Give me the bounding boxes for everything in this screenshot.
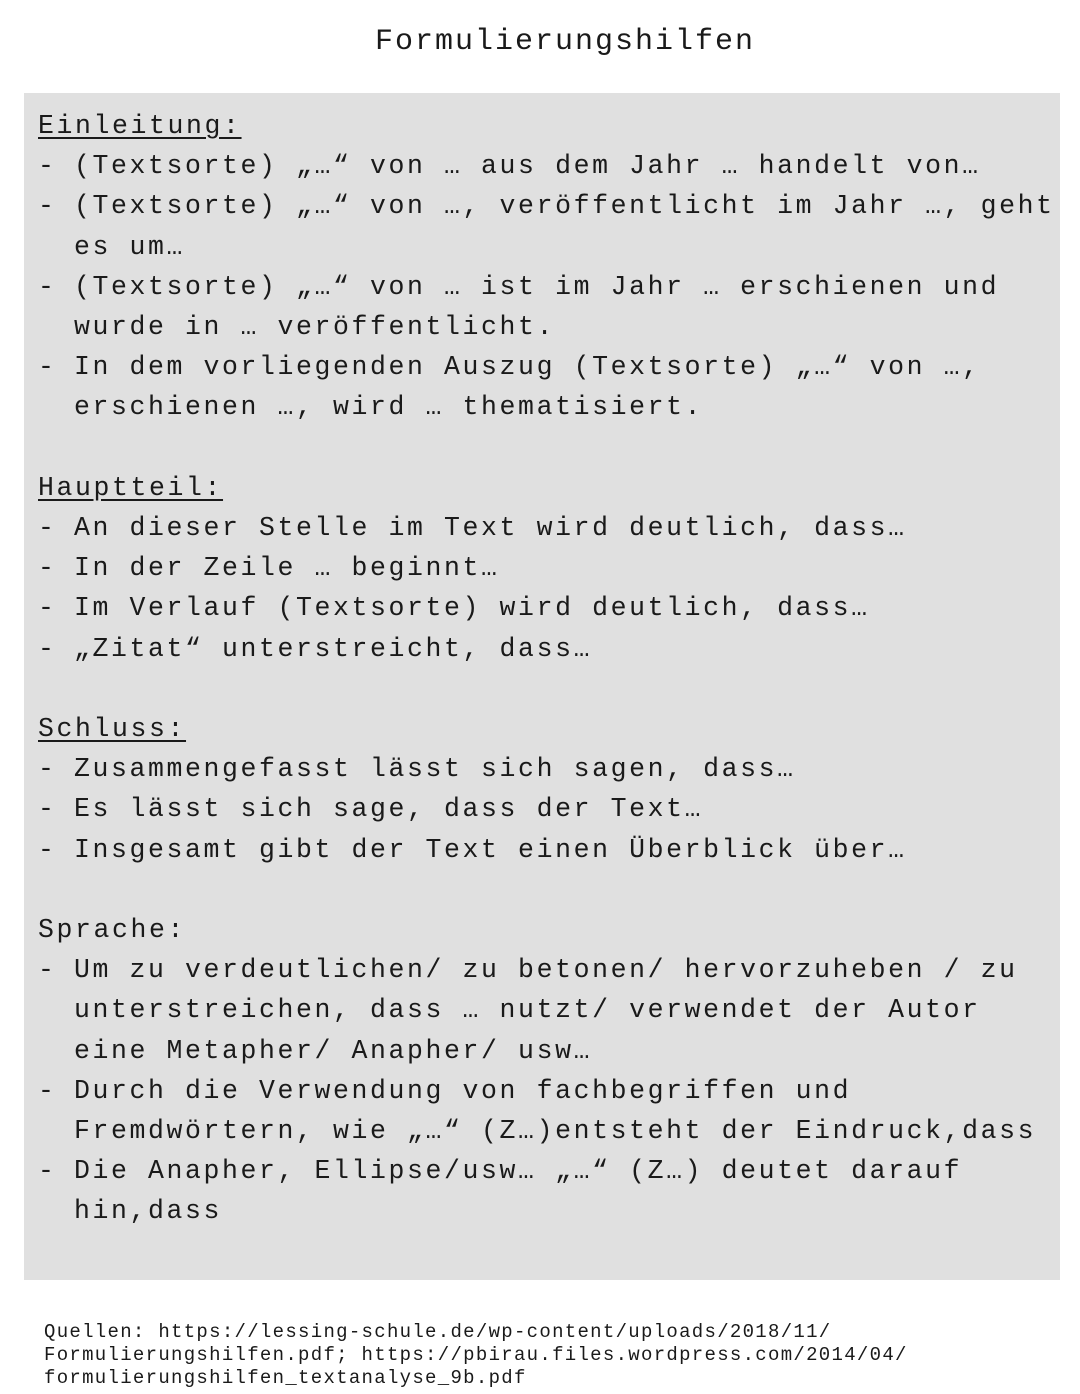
section-heading: Schluss: [38,714,187,745]
list-item: - In dem vorliegenden Auszug (Textsorte) „…“ von …, erschienen …, wird … thematisiert. [38,352,981,423]
list-item: - Um zu verdeutlichen/ zu betonen/ hervorzuheben / zu unterstreichen, dass … nutzt/ verwendet der Autor eine Metapher/ Anapher/ usw… [38,955,1018,1066]
page-title: Formulierungshilfen [374,25,756,59]
list-item: - Im Verlauf (Textsorte) wird deutlich, dass… [38,593,870,624]
source-line: formulierungshilfen_textanalyse_9b.pdf [44,1367,527,1389]
source-line: Quellen: https://lessing-schule.de/wp-content/uploads/2018/11/ [44,1321,832,1343]
list-item: - „Zitat“ unterstreicht, dass… [38,633,593,664]
sources-footer [44,1321,908,1390]
section-einleitung [38,106,1068,428]
list-item: - Es lässt sich sage, dass der Text… [38,794,704,825]
section-heading: Hauptteil: [38,472,224,503]
source-line: Formulierungshilfen.pdf; https://pbirau.files.wordpress.com/2014/04/ [44,1344,908,1366]
section-heading: Einleitung: [38,111,242,141]
section-schluss [38,709,1068,870]
section-heading: Sprache: [38,915,187,946]
list-item: - (Textsorte) „…“ von … ist im Jahr … erschienen und wurde in … veröffentlicht. [38,271,1000,343]
list-item: - (Textsorte) „…“ von …, veröffentlicht im Jahr …, geht es um… [38,191,1055,262]
list-item: - Die Anapher, Ellipse/usw… „…“ (Z…) deutet darauf hin,dass [38,1156,963,1227]
list-item: - Zusammengefasst lässt sich sagen, dass… [38,754,796,785]
phrase-list [38,106,1068,1232]
list-item: - Durch die Verwendung von fachbegriffen und Fremdwörtern, wie „…“ (Z…)entsteht der Eindruck,dass [38,1075,1037,1147]
list-item: - An dieser Stelle im Text wird deutlich, dass… [38,513,907,544]
list-item: - Insgesamt gibt der Text einen Überblick über… [38,834,907,865]
section-hauptteil [38,468,1068,669]
section-sprache [38,910,1068,1232]
list-item: - (Textsorte) „…“ von … aus dem Jahr … handelt von… [38,151,981,182]
list-item: - In der Zeile … beginnt… [38,553,500,584]
